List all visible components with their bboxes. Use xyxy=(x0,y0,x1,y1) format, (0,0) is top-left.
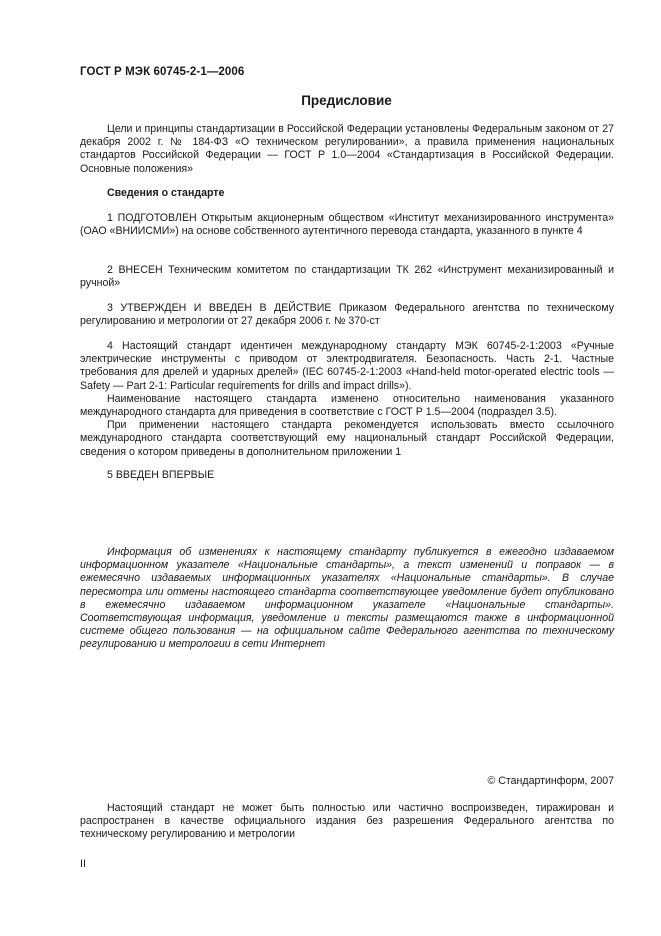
item-4 xyxy=(80,340,614,459)
item-3-text: 3 УТВЕРЖДЕН И ВВЕДЕН В ДЕЙСТВИЕ Приказом Федерального агентства по техническому регулированию и метрологии от 27 декабря 2006 г. № 370-ст xyxy=(80,302,614,328)
changes-notice xyxy=(80,546,614,652)
standard-header: ГОСТ Р МЭК 60745-2-1—2006 xyxy=(80,66,245,78)
item-3 xyxy=(80,302,614,328)
item-2 xyxy=(80,264,614,290)
item-4-rename: Наименование настоящего стандарта изменено относительно наименования указанного международного стандарта для приведения в соответствие с ГОСТ Р 1.5—2004 (подраздел 3.5). xyxy=(80,392,614,419)
item-1-text: 1 ПОДГОТОВЛЕН Открытым акционерным обществом «Институт механизированного инструмента» (ОАО «ВНИИСМИ») на основе собственного аутентичного перевода стандарта, указанного в пункте 4 xyxy=(80,212,614,238)
intro-paragraph: Цели и принципы стандартизации в Российской Федерации установлены Федеральным законом от 27 декабря 2002 г. № 184-ФЗ «О техническом регулировании», а правила применения национальных стандартов Российской Федерации — ГОСТ Р 1.0—2004 «Стандартизация в Российской Федерации. Основные положения» xyxy=(80,123,614,175)
info-heading-block xyxy=(80,187,614,200)
item-5 xyxy=(80,469,614,482)
info-heading: Сведения о стандарте xyxy=(107,187,225,199)
page-title: Предисловие xyxy=(301,93,392,108)
item-4-reference: При применении настоящего стандарта рекомендуется использовать вместо ссылочного международного стандарта соответствующий ему национальный стандарт Российской Федерации, сведения о котором приведены в дополнительном приложении 1 xyxy=(80,419,614,458)
intro-section xyxy=(80,123,614,176)
rights-notice xyxy=(80,802,614,842)
page-number: II xyxy=(80,858,86,870)
copyright: © Стандартинформ, 2007 xyxy=(487,775,614,787)
item-4-text: 4 Настоящий стандарт идентичен международному стандарту МЭК 60745-2-1:2003 «Ручные электрические инструменты с приводом от электродвигателя. Безопасность. Часть 2-1. Частные требования для дрелей и ударных дрелей» (IEC 60745-2-1:2003 «Hand-held motor-operated electric tools — Safety — Part 2-1: Particular requirements for drills and impact drills»). xyxy=(80,340,614,392)
rights-notice-text: Настоящий стандарт не может быть полностью или частично воспроизведен, тиражирован и распространен в качестве официального издания без разрешения Федерального агентства по техническому регулированию и метрологии xyxy=(80,802,614,841)
item-5-text: 5 ВВЕДЕН ВПЕРВЫЕ xyxy=(107,469,215,481)
item-1 xyxy=(80,212,614,238)
item-2-text: 2 ВНЕСЕН Техническим комитетом по стандартизации ТК 262 «Инструмент механизированный и ручной» xyxy=(80,264,614,290)
changes-notice-text: Информация об изменениях к настоящему стандарту публикуется в ежегодно издаваемом информационном указателе «Национальные стандарты», а текст изменений и поправок — в ежемесячно издаваемых информационных указателях «Национальные стандарты». В случае пересмотра или отмены настоящего стандарта соответствующее уведомление будет опубликовано в ежемесячно издаваемом информационном указателе «Национальные стандарты». Соответствующая информация, уведомление и тексты размещаются также в информационной системе общего пользования — на официальном сайте Федерального агентства по техническому регулированию и метрологии в сети Интернет xyxy=(80,546,614,651)
